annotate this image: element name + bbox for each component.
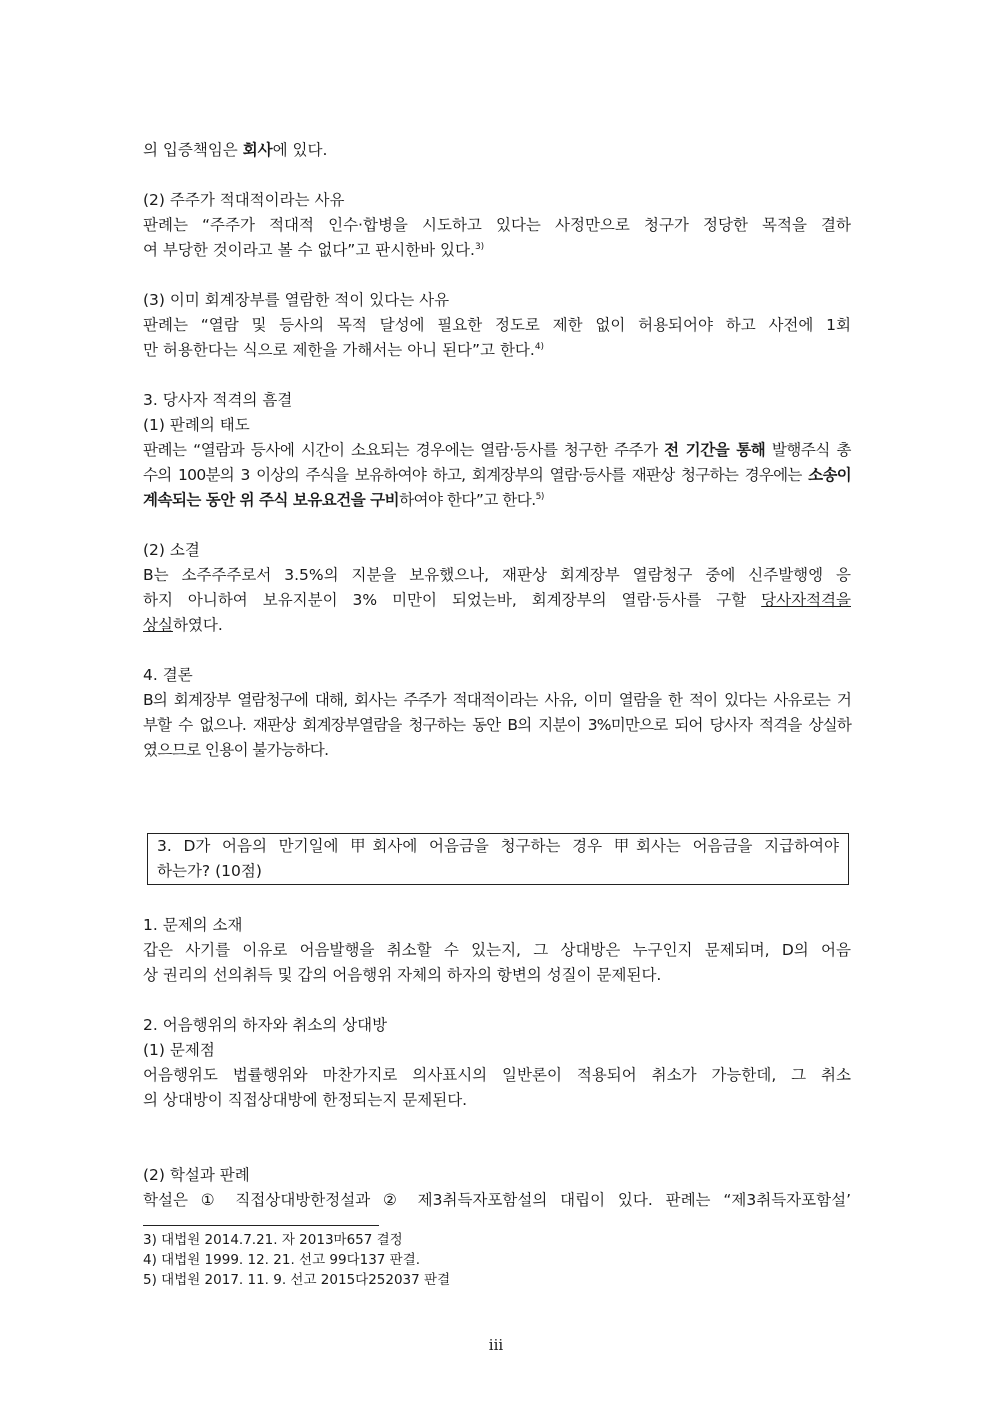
paragraph-line: 상 권리의 선의취득 및 갑의 어음행위 자체의 하자의 항변의 성질이 문제된다. — [143, 966, 662, 984]
paragraph-line: 계속되는 동안 위 주식 보유요건을 구비하여야 한다”고 한다.$^{5)}$ — [143, 491, 544, 509]
subsection-heading: (1) 판례의 태도 — [143, 416, 250, 434]
paragraph-line: 의 입증책임은 회사에 있다. — [143, 141, 328, 159]
section-heading: 3. 당사자 적격의 흠결 — [143, 391, 293, 409]
paragraph-line: 여 부당한 것이라고 볼 수 없다”고 판시한바 있다.$^{3)}$ — [143, 241, 485, 259]
paragraph-line: 였으므로 인용이 불가능하다. — [143, 741, 329, 759]
paragraph-line: 부할 수 없으나. 재판상 회계장부열람을 청구하는 동안 B의 지분이 3%미만으로 되어 당사자 적격을 상실하 — [143, 716, 851, 734]
paragraph-line: 판례는 “열람과 등사에 시간이 소요되는 경우에는 열람·등사를 청구한 주주가 전 기간을 통해 발행주식 총 — [143, 441, 851, 459]
footnote: 4) 대법원 1999. 12. 21. 선고 99다137 판결. — [143, 1252, 421, 1268]
footnote: 5) 대법원 2017. 11. 9. 선고 2015다252037 판결 — [143, 1272, 451, 1288]
question-box — [147, 833, 849, 885]
footnote-ref: 5) — [535, 491, 544, 502]
paragraph-line: 의 상대방이 직접상대방에 한정되는지 문제된다. — [143, 1091, 468, 1109]
section-heading: 1. 문제의 소재 — [143, 916, 243, 934]
page-number: iii — [488, 1336, 504, 1354]
footnote: 3) 대법원 2014.7.21. 자 2013마657 결정 — [143, 1232, 403, 1248]
footnote-ref: 4) — [534, 341, 545, 352]
footnote-ref: 3) — [474, 241, 485, 252]
bold-text: 회사 — [242, 141, 273, 159]
question-line: 3. D가 어음의 만기일에 甲회사에 어음금을 청구하는 경우 甲회사는 어음금을 지급하여야 — [157, 837, 839, 855]
paragraph-line: 어음행위도 법률행위와 마찬가지로 의사표시의 일반론이 적용되어 취소가 가능한데, 그 취소 — [143, 1066, 851, 1084]
subsection-heading: (1) 문제점 — [143, 1041, 215, 1059]
paragraph-line: 갑은 사기를 이유로 어음발행을 취소할 수 있는지, 그 상대방은 누구인지 문제되며, D의 어음 — [143, 941, 851, 959]
question-line: 하는가? (10점) — [157, 862, 262, 880]
paragraph-line: 수의 100분의 3 이상의 주식을 보유하여야 하고, 회계장부의 열람·등사를 재판상 청구하는 경우에는 소송이 — [143, 466, 851, 484]
paragraph-line: B는 소주주주로서 3.5%의 지분을 보유했으나, 재판상 회계장부 열람청구 중에 신주발행엥 응 — [143, 566, 851, 584]
section-heading: (2) 주주가 적대적이라는 사유 — [143, 191, 345, 209]
paragraph-line: 만 허용한다는 식으로 제한을 가해서는 아니 된다”고 한다.$^{4)}$ — [143, 341, 545, 359]
section-heading: 2. 어음행위의 하자와 취소의 상대방 — [143, 1016, 388, 1034]
paragraph-line: 하지 아니하여 보유지분이 3% 미만이 되었는바, 회계장부의 열람·등사를 구할 당사자적격을 — [143, 591, 851, 609]
document-body — [143, 138, 851, 1290]
section-heading: 4. 결론 — [143, 666, 193, 684]
paragraph-line: 상실하였다. — [143, 616, 223, 634]
subsection-heading: (2) 학설과 판례 — [143, 1166, 250, 1184]
paragraph-line: 학설은 ① 직접상대방한정설과 ② 제3취득자포함설의 대립이 있다. 판례는 “제3취득자포함설’ — [143, 1191, 851, 1209]
paragraph-line: 판례는 “주주가 적대적 인수·합병을 시도하고 있다는 사정만으로 청구가 정당한 목적을 결하 — [143, 216, 851, 234]
paragraph-line: 판례는 “열람 및 등사의 목적 달성에 필요한 정도로 제한 없이 허용되어야 하고 사전에 1회 — [143, 316, 851, 334]
section-heading: (3) 이미 회계장부를 열람한 적이 있다는 사유 — [143, 291, 450, 309]
paragraph-line: B의 회계장부 열람청구에 대해, 회사는 주주가 적대적이라는 사유, 이미 열람을 한 적이 있다는 사유로는 거 — [143, 691, 851, 709]
subsection-heading: (2) 소결 — [143, 541, 200, 559]
